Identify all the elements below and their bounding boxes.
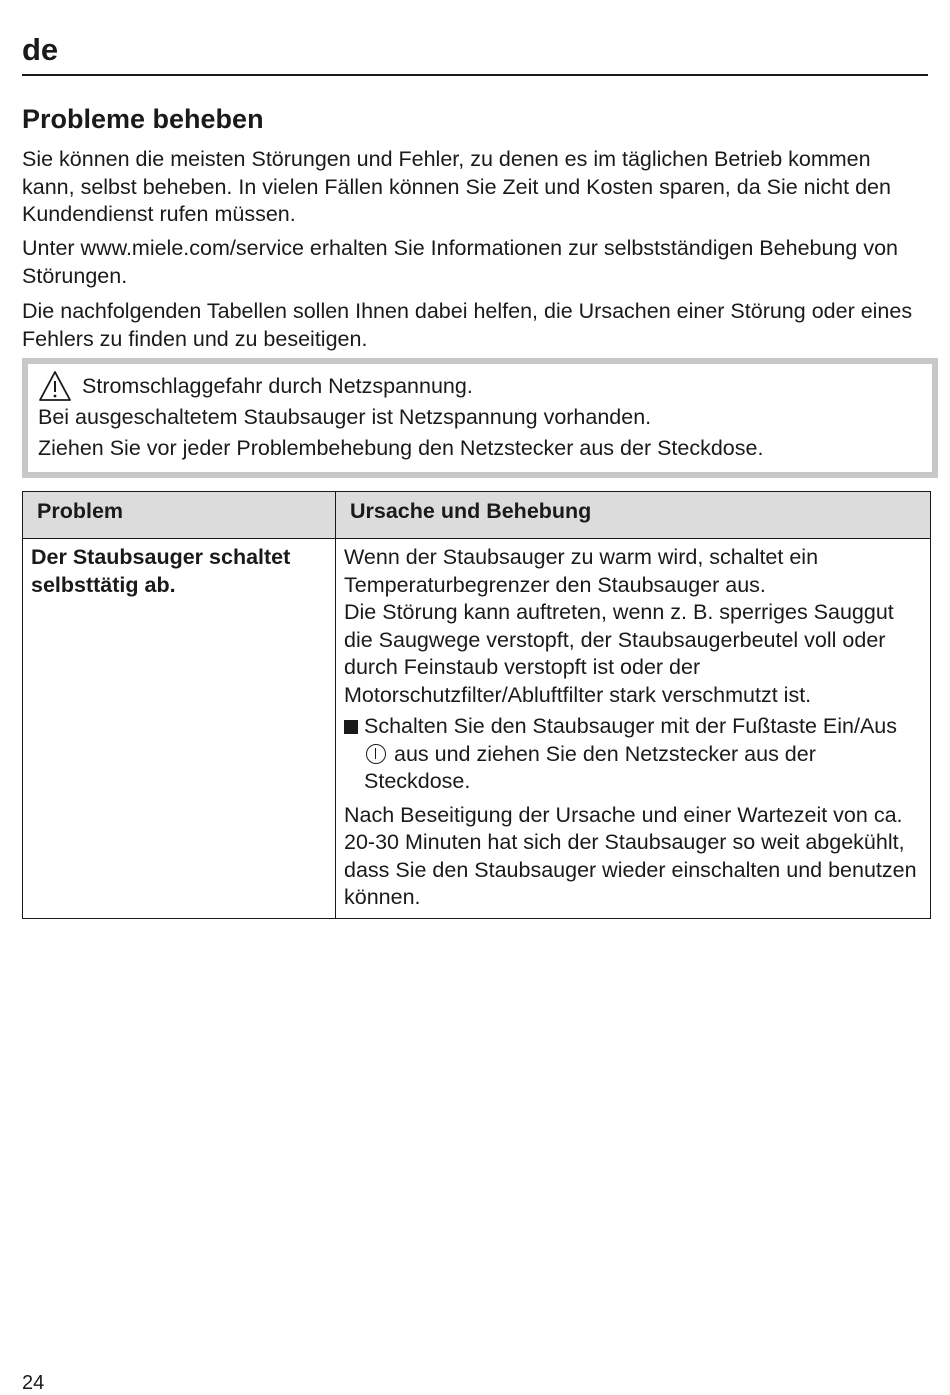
page-number: 24 xyxy=(22,1372,45,1394)
action-text: Schalten Sie den Staubsauger mit der Fußtaste Ein/Aus aus und ziehen Sie den Netzstecker aus der Steckdose. xyxy=(364,714,898,793)
service-paragraph: Unter www.miele.com/service erhalten Sie Informationen zur selbstständigen Behebung von Störungen. xyxy=(22,236,898,288)
action-item xyxy=(344,713,922,796)
troubleshooting-table xyxy=(22,491,931,919)
intro-paragraph: Sie können die meisten Störungen und Fehler, zu denen es im täglichen Betrieb kommen kann, selbst beheben. In vielen Fällen können Sie Zeit und Kosten sparen, da Sie nicht den Kundendienst rufen müssen. xyxy=(22,147,891,226)
cause-text: Wenn der Staubsauger zu warm wird, schaltet ein Temperaturbegrenzer den Staubsauger aus. xyxy=(344,545,819,597)
table-header-row xyxy=(23,492,931,539)
warning-line: Bei ausgeschaltetem Staubsauger ist Netzspannung vorhanden. xyxy=(38,405,652,429)
language-code: de xyxy=(22,32,59,67)
warning-box xyxy=(22,358,938,478)
problem-text: Der Staubsauger schaltet selbsttätig ab. xyxy=(31,545,291,597)
section-title: Probleme beheben xyxy=(22,104,264,134)
column-header-cause: Ursache und Behebung xyxy=(336,492,931,539)
table-row xyxy=(23,539,931,919)
warning-heading: Stromschlaggefahr durch Netzspannung. xyxy=(82,373,473,398)
problem-cell xyxy=(23,539,336,919)
header-divider xyxy=(22,74,928,76)
warning-line: Ziehen Sie vor jeder Problembehebung den Netzstecker aus der Steckdose. xyxy=(38,436,764,460)
square-bullet-icon xyxy=(344,720,358,734)
cause-text: Die Störung kann auftreten, wenn z. B. sperriges Sauggut die Saugwege verstopft, der Staubsaugerbeutel voll oder durch Feinstaub verstopft ist oder der Motorschutzfilter/Abluftfilter stark verschmutzt ist. xyxy=(344,600,894,707)
cause-cell xyxy=(336,539,931,919)
tables-paragraph: Die nachfolgenden Tabellen sollen Ihnen dabei helfen, die Ursachen einer Störung oder eines Fehlers zu finden und zu beseitigen. xyxy=(22,299,913,351)
column-header-problem: Problem xyxy=(23,492,336,539)
power-icon xyxy=(366,744,386,764)
warning-triangle-icon xyxy=(38,370,72,402)
cause-text: Nach Beseitigung der Ursache und einer Wartezeit von ca. 20-30 Minuten hat sich der Staubsauger so weit abgekühlt, dass Sie den Staubsauger wieder einschalten und benutzen können. xyxy=(344,802,917,909)
